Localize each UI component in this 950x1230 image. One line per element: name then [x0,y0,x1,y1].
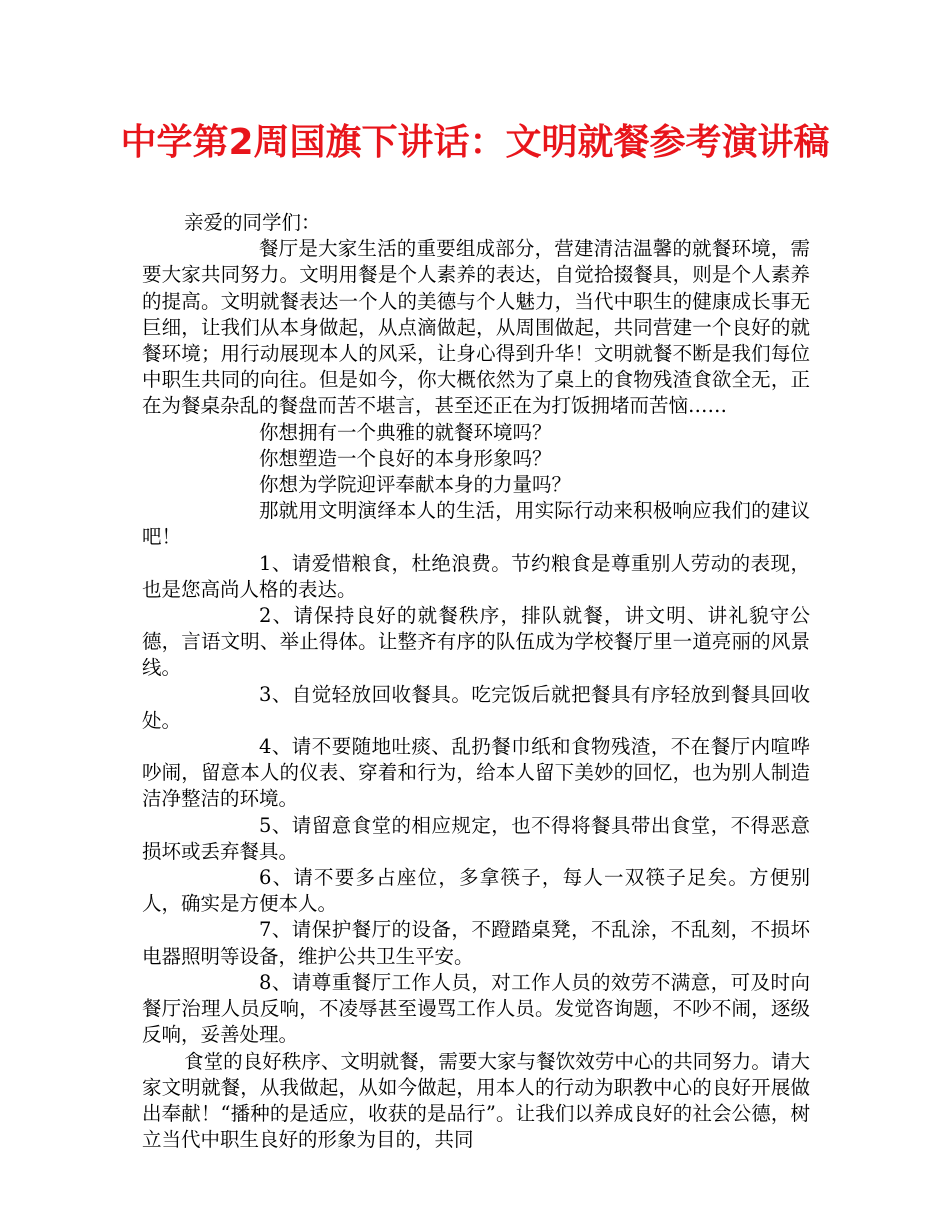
paragraph-call: 那就用文明演绎本人的生活，用实际行动来积极响应我们的建议吧！ [142,499,810,549]
rule-item-5: 5、请留意食堂的相应规定，也不得将餐具带出食堂，不得恶意损坏或丢弃餐具。 [142,813,810,863]
paragraph-closing: 食堂的良好秩序、文明就餐，需要大家与餐饮效劳中心的共同努力。请大家文明就餐，从我做起，从如今做起，用本人的行动为职教中心的良好开展做出奉献！“播种的是适应，收获的是品行”。让我们以养成良好的社会公德，树立当代中职生良好的形象为目的，共同 [142,1049,810,1152]
greeting: 亲爱的同学们： [184,211,321,234]
rule-item-4: 4、请不要随地吐痰、乱扔餐巾纸和食物残渣，不在餐厅内喧哗吵闹，留意本人的仪表、穿着和行为，给本人留下美妙的回忆，也为别人制造洁净整洁的环境。 [142,735,810,811]
rule-item-2: 2、请保持良好的就餐秩序，排队就餐，讲文明、讲礼貌守公德，言语文明、举止得体。让整齐有序的队伍成为学校餐厅里一道亮丽的风景线。 [142,604,810,680]
question-1: 你想拥有一个典雅的就餐环境吗？ [259,420,552,444]
paragraph-intro: 餐厅是大家生活的重要组成部分，营建清洁温馨的就餐环境，需要大家共同努力。文明用餐是个人素养的表达，自觉拾掇餐具，则是个人素养的提高。文明就餐表达一个人的美德与个人魅力，当代中职生的健康成长事无巨细，让我们从本身做起，从点滴做起，从周围做起，共同营建一个良好的就餐环境；用行动展现本人的风采，让身心得到升华！文明就餐不断是我们每位中职生共同的向往。但是如今，你大概依然为了桌上的食物残渣食欲全无，正在为餐桌杂乱的餐盘而苦不堪言，甚至还正在为打饭拥堵而苦恼…… [142,237,810,418]
rule-item-6: 6、请不要多占座位，多拿筷子，每人一双筷子足矣。方便别人，确实是方便本人。 [142,866,810,916]
rule-item-1: 1、请爱惜粮食，杜绝浪费。节约粮食是尊重别人劳动的表现，也是您高尚人格的表达。 [142,551,810,601]
question-3: 你想为学院迎评奉献本身的力量吗？ [259,473,572,497]
rule-item-8: 8、请尊重餐厅工作人员，对工作人员的效劳不满意，可及时向餐厅治理人员反响，不凌辱甚至谩骂工作人员。发觉咨询题，不吵不闹，逐级反响，妥善处理。 [142,970,810,1047]
rule-item-3: 3、自觉轻放回收餐具。吃完饭后就把餐具有序轻放到餐具回收处。 [142,682,810,732]
document-title: 中学第2周国旗下讲话：文明就餐参考演讲稿 [120,122,830,163]
question-2: 你想塑造一个良好的本身形象吗？ [259,446,552,470]
document-body [142,210,810,1153]
rule-item-7: 7、请保护餐厅的设备，不蹬踏桌凳，不乱涂，不乱刻，不损坏电器照明等设备，维护公共卫生平安。 [142,918,810,968]
